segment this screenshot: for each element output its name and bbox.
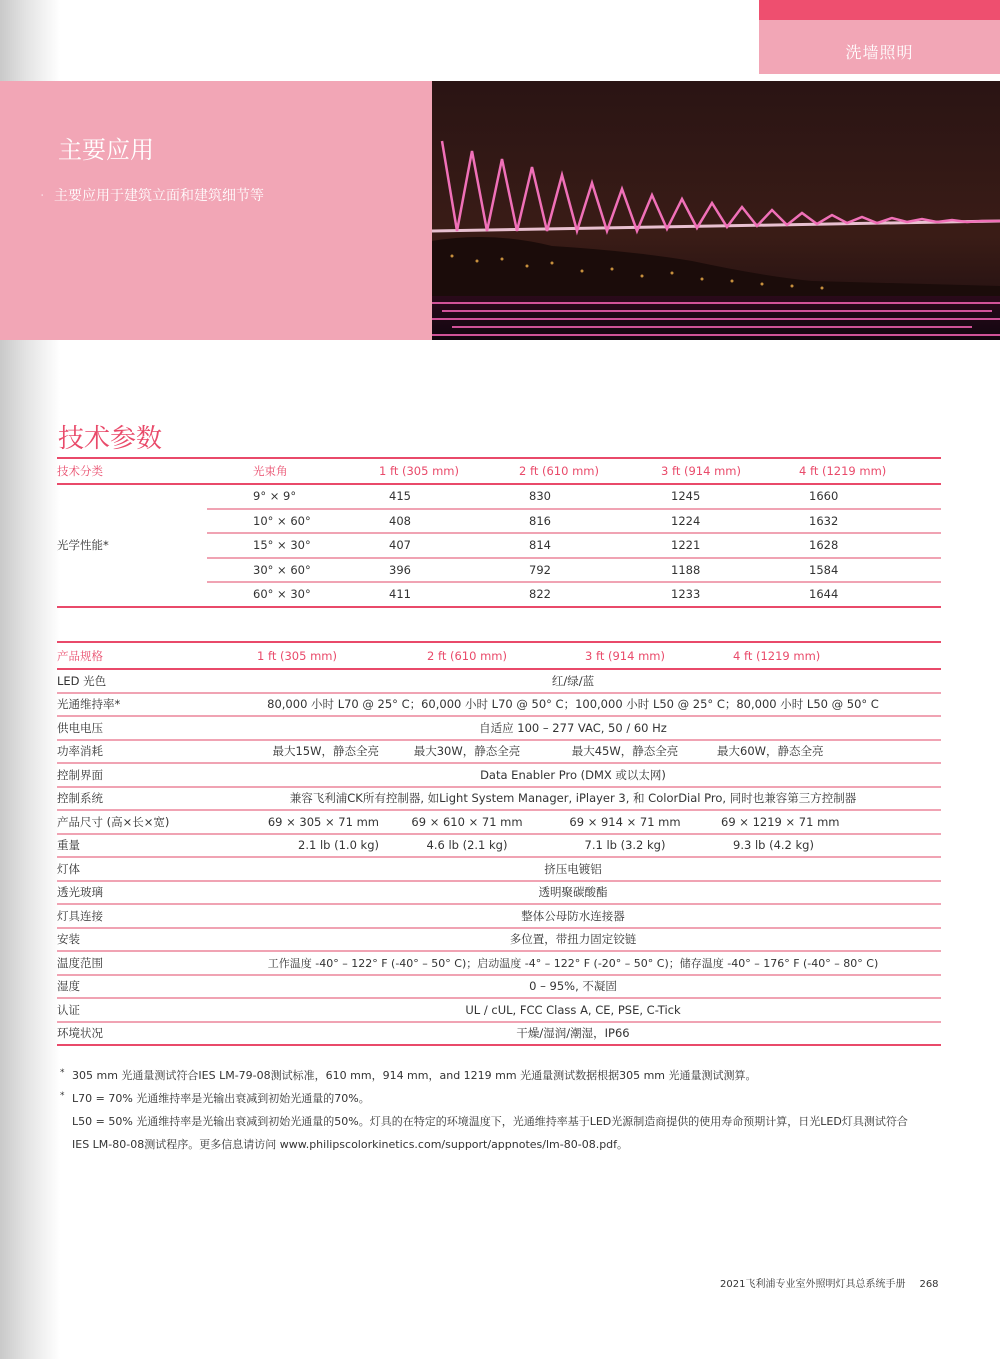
lumen-cell: 1632	[753, 509, 941, 534]
bridge-photo	[432, 81, 1000, 340]
spec-value: 挤压电镀铝	[205, 857, 941, 881]
lumen-cell: 1628	[753, 533, 941, 558]
spec-label: 环境状况	[57, 1022, 205, 1046]
col-header-4ft: 4 ft (1219 mm)	[753, 458, 941, 484]
spec-value: 工作温度 -40° – 122° F (-40° – 50° C)；启动温度 -4° – 122° F (-20° – 50° C)；储存温度 -40° – 176° F (-40° – 80° C)	[205, 951, 941, 975]
spec-value: 整体公母防水连接器	[205, 904, 941, 928]
spec-label: 功率消耗	[57, 740, 205, 764]
spec-label: 湿度	[57, 975, 205, 999]
spec-row-control-interface	[57, 763, 941, 787]
spec-label: 供电电压	[57, 716, 205, 740]
spec-label: LED 光色	[57, 669, 205, 693]
bullet-icon: ·	[40, 188, 45, 204]
spec-value: 最大30W，静态全亮	[389, 740, 545, 764]
footnote-text: IES LM-80-08测试程序。更多信息请访问 www.philipscolorkinetics.com/support/appnotes/lm-80-08.pdf。	[72, 1138, 629, 1151]
lumen-cell: 411	[333, 582, 473, 607]
beam-angle-cell: 30° × 60°	[207, 558, 333, 583]
lumen-cell: 415	[333, 484, 473, 509]
lumen-cell: 1245	[615, 484, 753, 509]
lumen-cell: 1644	[753, 582, 941, 607]
spec-value: 69 × 1219 × 71 mm	[705, 810, 941, 834]
spec-value: 0 – 95%, 不凝固	[205, 975, 941, 999]
col-header-2ft: 2 ft (610 mm)	[473, 458, 615, 484]
spec-row-control-system	[57, 787, 941, 811]
optical-table-header	[57, 458, 941, 484]
beam-angle-cell: 9° × 9°	[207, 484, 333, 509]
lumen-cell: 407	[333, 533, 473, 558]
spec-row-power	[57, 740, 941, 764]
beam-angle-cell: 10° × 60°	[207, 509, 333, 534]
spec-value: UL / cUL, FCC Class A, CE, PSE, C-Tick	[205, 998, 941, 1022]
col-header-2ft: 2 ft (610 mm)	[389, 642, 545, 669]
spec-value: 最大45W，静态全亮	[545, 740, 705, 764]
product-spec-table	[57, 641, 941, 1046]
spec-value: 兼容飞利浦CK所有控制器, 如Light System Manager, iPlayer 3, 和 ColorDial Pro, 同时也兼容第三方控制器	[205, 787, 941, 811]
hero-bullet	[40, 185, 264, 205]
spec-value: 69 × 305 × 71 mm	[205, 810, 389, 834]
lumen-cell: 822	[473, 582, 615, 607]
col-header-1ft: 1 ft (305 mm)	[205, 642, 389, 669]
footnote	[58, 1064, 938, 1087]
page-footer	[720, 1275, 939, 1290]
spec-row-dimensions	[57, 810, 941, 834]
spec-value: 自适应 100 – 277 VAC, 50 / 60 Hz	[205, 716, 941, 740]
spec-value: 69 × 914 × 71 mm	[545, 810, 705, 834]
spec-label: 透光玻璃	[57, 881, 205, 905]
col-header-category: 技术分类	[57, 458, 207, 484]
page-number: 268	[919, 1279, 939, 1290]
spec-row-certification	[57, 998, 941, 1022]
lumen-cell: 396	[333, 558, 473, 583]
spec-row-humidity	[57, 975, 941, 999]
lumen-cell: 830	[473, 484, 615, 509]
table-row	[57, 484, 941, 509]
optical-performance-table	[57, 457, 941, 608]
hero-bullet-text: 主要应用于建筑立面和建筑细节等	[54, 188, 264, 204]
tech-params-title: 技术参数	[58, 424, 163, 454]
col-header-1ft: 1 ft (305 mm)	[333, 458, 473, 484]
spec-value: Data Enabler Pro (DMX 或以太网)	[205, 763, 941, 787]
col-header-3ft: 3 ft (914 mm)	[545, 642, 705, 669]
spec-label: 安装	[57, 928, 205, 952]
footnote-text: 305 mm 光通量测试符合IES LM-79-08测试标准，610 mm，914 mm，and 1219 mm 光通量测试数据根据305 mm 光通量测试测算。	[72, 1069, 757, 1082]
bridge-photo-image	[432, 81, 1000, 340]
lumen-cell: 1188	[615, 558, 753, 583]
lumen-cell: 1221	[615, 533, 753, 558]
spec-value: 透明聚碳酸酯	[205, 881, 941, 905]
spec-value: 最大60W，静态全亮	[705, 740, 941, 764]
lumen-cell: 1660	[753, 484, 941, 509]
spec-value: 7.1 lb (3.2 kg)	[545, 834, 705, 858]
col-header-3ft: 3 ft (914 mm)	[615, 458, 753, 484]
spec-row-lumen-maintenance	[57, 693, 941, 717]
col-header-4ft: 4 ft (1219 mm)	[705, 642, 941, 669]
spec-value: 4.6 lb (2.1 kg)	[389, 834, 545, 858]
section-tab-label: 洗墙照明	[845, 43, 914, 62]
lumen-cell: 1224	[615, 509, 753, 534]
footnotes	[58, 1064, 938, 1156]
spec-row-weight	[57, 834, 941, 858]
section-tab	[759, 0, 1000, 74]
optical-category-label: 光学性能*	[57, 484, 207, 607]
lumen-cell: 792	[473, 558, 615, 583]
spec-row-led-color	[57, 669, 941, 693]
footnote-text: L50 = 50% 光通维持率是光输出衰减到初始光通量的50%。灯具的在特定的环境温度下，光通维持率基于LED光源制造商提供的使用寿命预期计算，日光LED灯具测试符合	[72, 1115, 908, 1128]
spec-label: 控制界面	[57, 763, 205, 787]
section-tab-accent	[759, 0, 1000, 20]
lumen-cell: 1233	[615, 582, 753, 607]
hero-panel	[0, 81, 432, 340]
spec-label: 认证	[57, 998, 205, 1022]
lumen-cell: 814	[473, 533, 615, 558]
spec-row-housing	[57, 857, 941, 881]
spec-label: 灯具连接	[57, 904, 205, 928]
spec-row-lens	[57, 881, 941, 905]
footnote-text: L70 = 70% 光通维持率是光输出衰减到初始光通量的70%。	[72, 1092, 370, 1105]
beam-angle-cell: 15° × 30°	[207, 533, 333, 558]
spec-value: 80,000 小时 L70 @ 25° C；60,000 小时 L70 @ 50° C；100,000 小时 L50 @ 25° C；80,000 小时 L50 @ 50° C	[205, 693, 941, 717]
spec-row-voltage	[57, 716, 941, 740]
spec-label: 温度范围	[57, 951, 205, 975]
spec-row-environment	[57, 1022, 941, 1046]
spec-label: 光通维持率*	[57, 693, 205, 717]
spec-label: 重量	[57, 834, 205, 858]
spec-label: 控制系统	[57, 787, 205, 811]
spec-row-temperature	[57, 951, 941, 975]
lumen-cell: 816	[473, 509, 615, 534]
asterisk-icon: *	[60, 1068, 65, 1078]
spec-value: 9.3 lb (4.2 kg)	[705, 834, 941, 858]
footnote	[58, 1087, 938, 1110]
lumen-cell: 408	[333, 509, 473, 534]
spec-value: 最大15W，静态全亮	[205, 740, 389, 764]
spec-table-header	[57, 642, 941, 669]
asterisk-icon: *	[60, 1091, 65, 1101]
hero-title: 主要应用	[58, 136, 154, 164]
spec-value: 红/绿/蓝	[205, 669, 941, 693]
lumen-cell: 1584	[753, 558, 941, 583]
col-header-spec: 产品规格	[57, 642, 205, 669]
spec-label: 产品尺寸 (高×长×宽)	[57, 810, 205, 834]
spec-value: 多位置，带扭力固定铰链	[205, 928, 941, 952]
spec-row-connector	[57, 904, 941, 928]
spec-value: 69 × 610 × 71 mm	[389, 810, 545, 834]
spec-value: 2.1 lb (1.0 kg)	[205, 834, 389, 858]
spec-row-mounting	[57, 928, 941, 952]
col-header-beam-angle: 光束角	[207, 458, 333, 484]
spec-value: 干燥/湿润/潮湿，IP66	[205, 1022, 941, 1046]
beam-angle-cell: 60° × 30°	[207, 582, 333, 607]
footer-text: 2021飞利浦专业室外照明灯具总系统手册	[720, 1279, 906, 1290]
spec-label: 灯体	[57, 857, 205, 881]
